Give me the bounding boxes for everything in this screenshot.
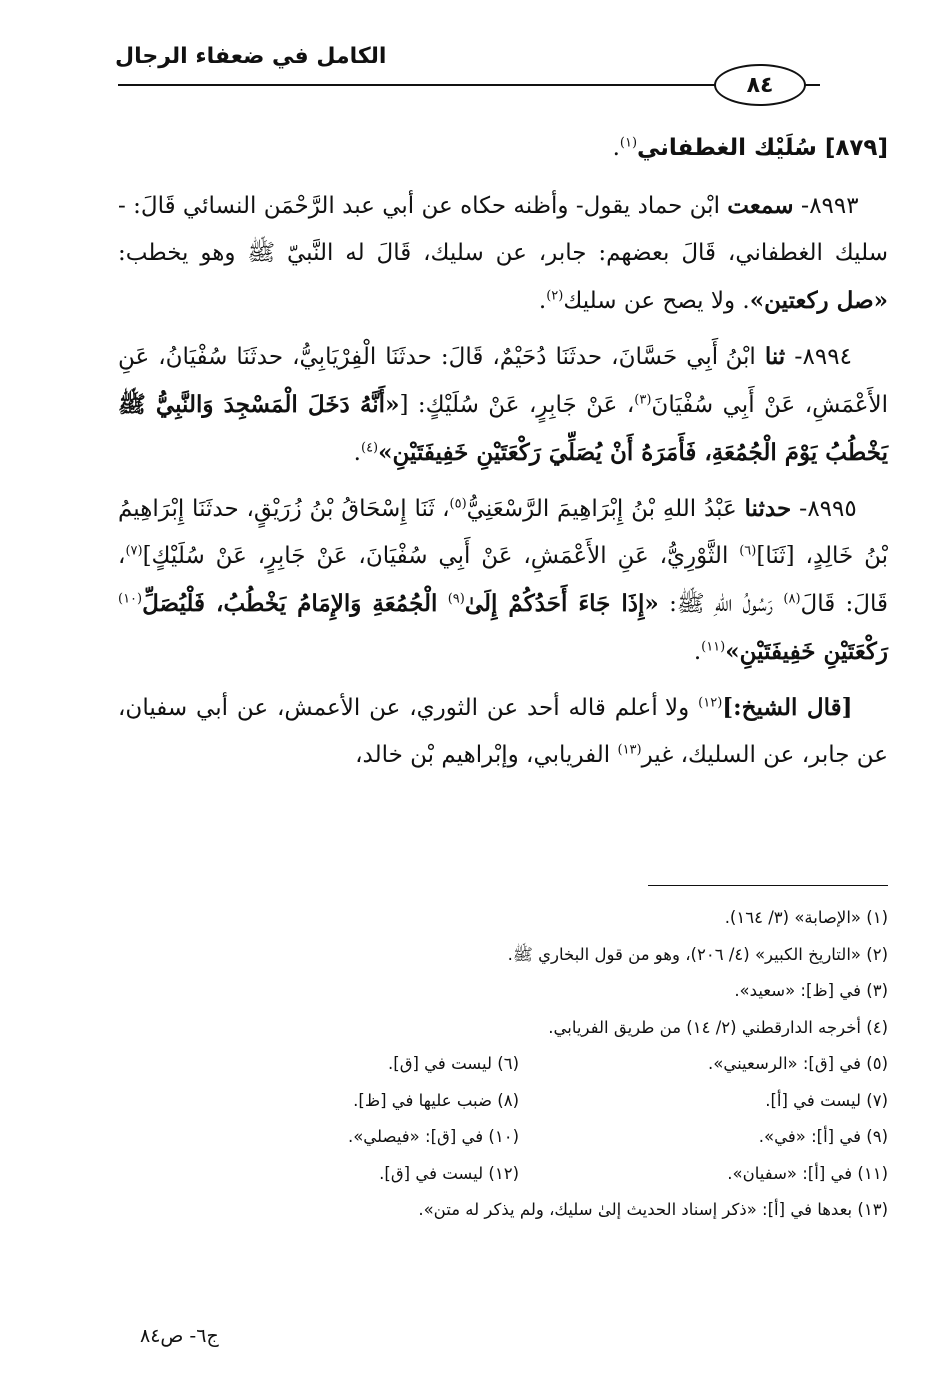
footnote-ref: (٩) bbox=[447, 591, 465, 607]
hadith-quote: «أَنَّهُ دَخَلَ الْمَسْجِدَ وَالنَّبِيُّ ﷺ يَخْطُبُ يَوْمَ الْجُمُعَةِ، فَأَمَرَهُ أَنْ يُصَلِّيَ رَكْعَتَيْنِ خَفِيفَتَيْنِ» bbox=[118, 391, 888, 466]
hadith-quote-2: الْجُمُعَةِ وَالإِمَامُ يَخْطُبُ، فَلْيُصَلِّ bbox=[142, 590, 438, 617]
footnote-12: (١٢) ليست في [ق]. bbox=[379, 1163, 519, 1183]
hadith-quote-3: رَكْعَتَيْنِ خَفِيفَتَيْنِ» bbox=[725, 638, 888, 665]
footnote-ref: (٢) bbox=[546, 288, 564, 304]
footnote-2: (٢) «التاريخ الكبير» (٤/ ٢٠٦)، وهو من قول البخاري ﷺ. bbox=[507, 944, 888, 964]
hadith-text: عَبْدُ اللهِ بْنُ إِبْرَاهِيمَ الرَّسْعَنِيُّ bbox=[466, 496, 737, 522]
hadith-text-2: ، عَنْ جَابِرٍ، عَنْ سُلَيْكٍ: [ bbox=[399, 392, 635, 418]
hadith-lead: حدثنا bbox=[744, 495, 792, 522]
footnote-1: (١) «الإصابة» (٣/ ١٦٤). bbox=[724, 908, 888, 927]
footnote-11: (١١) في [أ]: «سفيان». bbox=[727, 1163, 888, 1183]
page-number: ٨٤ bbox=[746, 72, 774, 98]
hadith-text-2: . ولا يصح عن سليك bbox=[563, 288, 750, 314]
footnote-ref: (١١) bbox=[701, 639, 726, 655]
hadith-text-3: الثَّوْرِيُّ، عَنِ الأَعْمَشِ، عَنْ أَبِي سُفْيَانَ، عَنْ جَابِرٍ، عَنْ سُلَيْكٍ] bbox=[142, 543, 729, 569]
hadith-text-5: رَسُولُ اللهِ ﷺ: bbox=[669, 591, 774, 617]
hadith-end: . bbox=[693, 639, 702, 665]
hadith-text-2: ، ثَنَا إِسْحَاقُ بْنُ زُرَيْقٍ، حدثَنَا إِبْرَاهِيمُ بْنُ خَالِدٍ، [ثَنَا] bbox=[118, 496, 889, 569]
hadith-8995 bbox=[118, 485, 888, 676]
sheikh-comment bbox=[118, 684, 888, 779]
footnote-ref: (١) bbox=[619, 135, 638, 151]
footnote-ref: (٧) bbox=[125, 543, 143, 559]
footnote-ref: (٤) bbox=[360, 440, 379, 456]
page-footer: ج٦- ص٨٤ bbox=[140, 1325, 219, 1347]
hadith-text: ابْنُ أَبِي حَسَّانَ، حدثَنَا دُحَيْمٌ، قَالَ: حدثَنَا الْفِرْيَابِيُّ، حدثَنَا سُفْيَانُ، عَنِ الأَعْمَشِ، عَنْ أَبِي سُفْيَانَ bbox=[118, 344, 888, 418]
footnote-13: (١٣) بعدها في [أ]: «ذكر إسناد الحديث إلىٰ سليك، ولم يذكر له متن». bbox=[418, 1200, 888, 1219]
footnote-8: (٨) ضبب عليها في [ظ]. bbox=[353, 1090, 519, 1110]
footnote-ref: (١٣) bbox=[617, 742, 642, 758]
footnote-6: (٦) ليست في [ق]. bbox=[388, 1054, 519, 1073]
footnote-ref: (٣) bbox=[634, 392, 652, 408]
footnotes bbox=[150, 900, 888, 1229]
hadith-lead: ثنا bbox=[764, 343, 786, 370]
hadith-text: ابْن حماد يقول- وأظنه حكاه عن أبي عبد الرَّحْمَن النسائي قَالَ: - سليك الغطفاني، قَالَ بعضهم: جابر، عن سليك، قَالَ له النَّبيّ ﷺ وهو يخطب: bbox=[118, 193, 888, 266]
footnote-row bbox=[150, 1156, 888, 1193]
hadith-end: . bbox=[353, 440, 361, 466]
page-number-badge bbox=[714, 64, 806, 106]
hadith-end: . bbox=[538, 288, 547, 314]
main-text bbox=[118, 125, 888, 787]
footnote-row bbox=[150, 1083, 888, 1120]
footnote-row bbox=[150, 1046, 888, 1083]
footnote-7: (٧) ليست في [أ]. bbox=[765, 1090, 888, 1110]
hadith-number: ٨٩٩٣- bbox=[800, 193, 859, 219]
footnote-row bbox=[150, 1119, 888, 1156]
footnote-ref: (١٢) bbox=[698, 695, 723, 711]
sheikh-lead: [قال الشيخ:] bbox=[722, 694, 853, 721]
footnote-4: (٤) أخرجه الدارقطني (٢/ ١٤) من طريق الفريابي. bbox=[548, 1017, 888, 1037]
running-title: الكامل في ضعفاء الرجال bbox=[115, 44, 387, 69]
footnote-separator bbox=[648, 885, 888, 886]
entry-heading bbox=[118, 125, 888, 172]
hadith-number: ٨٩٩٤- bbox=[794, 344, 852, 370]
header-rule bbox=[118, 84, 718, 86]
entry-end: . bbox=[612, 135, 620, 161]
sheikh-text-2: الفريابي، وإبْراهيم بْن خالد، bbox=[355, 742, 611, 768]
sheikh-text: ولا أعلم قاله أحد عن الثوري، عن الأعمش، عن أبي سفيان، عن جابر، عن السليك، غير bbox=[118, 695, 888, 768]
footnote-ref: (١٠) bbox=[118, 591, 143, 607]
hadith-8994 bbox=[118, 333, 888, 477]
hadith-number: ٨٩٩٥- bbox=[799, 496, 857, 522]
footnote-5: (٥) في [ق]: «الرسعيني». bbox=[707, 1054, 888, 1073]
footnote-3: (٣) في [ظ]: «سعيد». bbox=[734, 981, 888, 1000]
entry-label: [٨٧٩] سُلَيْك الغطفاني bbox=[637, 135, 888, 161]
hadith-quote: «إِذَا جَاءَ أَحَدُكُمْ إِلَىٰ bbox=[464, 590, 659, 617]
footnote-9: (٩) في [أ]: «في». bbox=[758, 1127, 888, 1146]
hadith-lead: سمعت bbox=[727, 192, 794, 219]
hadith-8993 bbox=[118, 182, 888, 325]
hadith-quote: «صل ركعتين» bbox=[749, 287, 888, 314]
footnote-ref: (٥) bbox=[449, 496, 467, 512]
hadith-text-4: ، قَالَ: قَالَ bbox=[118, 543, 889, 617]
footnote-ref: (٦) bbox=[739, 543, 757, 559]
footnote-ref: (٨) bbox=[783, 591, 801, 607]
footnote-10: (١٠) في [ق]: «فيصلي». bbox=[347, 1127, 519, 1146]
